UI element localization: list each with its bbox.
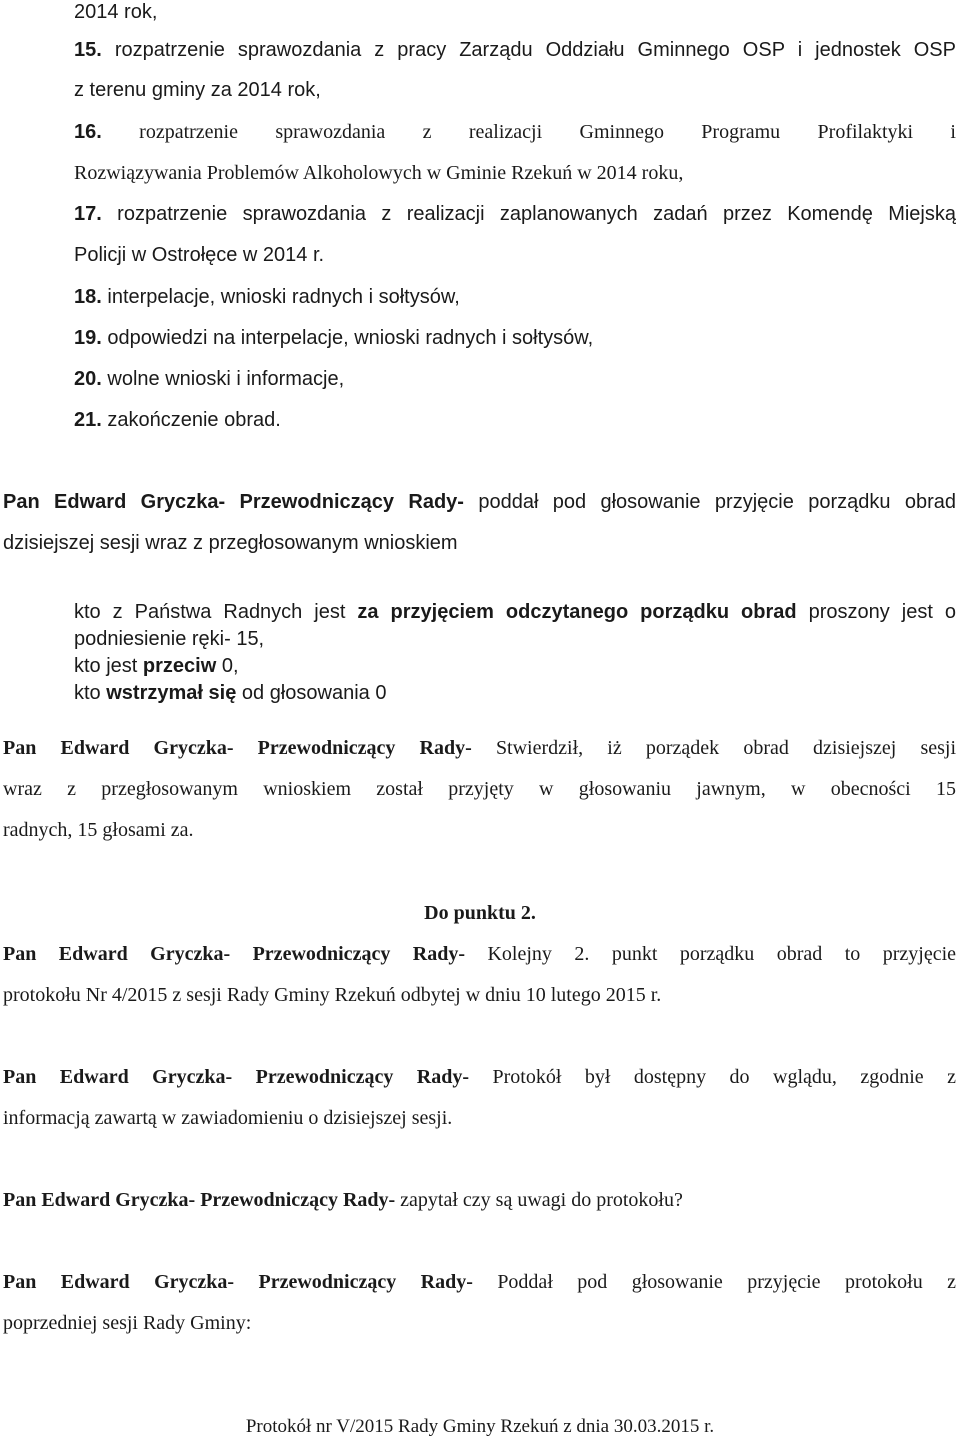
paragraph-4-cont: informacją zawartą w zawiadomieniu o dzisiejszej sesji. bbox=[3, 1107, 453, 1129]
agenda-fragment: 2014 rok, bbox=[74, 1, 158, 23]
paragraph-2-end: radnych, 15 głosami za. bbox=[3, 819, 194, 841]
page-footer: Protokół nr V/2015 Rady Gminy Rzekuń z dnia 30.03.2015 r. bbox=[245, 1416, 715, 1437]
speaker-label: Pan Edward Gryczka- Przewodniczący Rady- bbox=[3, 1271, 473, 1293]
paragraph-1: Pan Edward Gryczka- Przewodniczący Rady- poddał pod głosowanie przyjęcie porządku obrad bbox=[3, 491, 957, 513]
paragraph-5: Pan Edward Gryczka- Przewodniczący Rady- zapytał czy są uwagi do protokołu? bbox=[3, 1189, 683, 1211]
agenda-item-20: 20. wolne wnioski i informacje, bbox=[74, 368, 345, 390]
agenda-item-18: 18. interpelacje, wnioski radnych i sołtysów, bbox=[74, 286, 460, 308]
speaker-label: Pan Edward Gryczka- Przewodniczący Rady- bbox=[3, 737, 472, 759]
agenda-item-16-cont: Rozwiązywania Problemów Alkoholowych w Gminie Rzekuń w 2014 roku, bbox=[74, 162, 684, 184]
paragraph-1-cont: dzisiejszej sesji wraz z przegłosowanym wnioskiem bbox=[3, 532, 458, 554]
speaker-label: Pan Edward Gryczka- Przewodniczący Rady- bbox=[3, 1189, 396, 1211]
agenda-item-21: 21. zakończenie obrad. bbox=[74, 409, 281, 431]
agenda-item-17-cont: Policji w Ostrołęce w 2014 r. bbox=[74, 244, 325, 266]
agenda-item-16: 16. rozpatrzenie sprawozdania z realizacji Gminnego Programu Profilaktyki i bbox=[74, 121, 956, 143]
vote-for-count: podniesienie ręki- 15, bbox=[74, 628, 265, 650]
speaker-label: Pan Edward Gryczka- Przewodniczący Rady- bbox=[3, 491, 464, 513]
paragraph-2-cont: wraz z przegłosowanym wnioskiem został przyjęty w głosowaniu jawnym, w obecności 15 bbox=[3, 778, 956, 800]
paragraph-3: Pan Edward Gryczka- Przewodniczący Rady- Kolejny 2. punkt porządku obrad to przyjęcie bbox=[3, 943, 957, 965]
section-heading: Do punktu 2. bbox=[424, 902, 536, 924]
agenda-item-17: 17. rozpatrzenie sprawozdania z realizacji zaplanowanych zadań przez Komendę Miejską bbox=[74, 203, 956, 225]
paragraph-6: Pan Edward Gryczka- Przewodniczący Rady- Poddał pod głosowanie przyjęcie protokołu z bbox=[3, 1271, 957, 1293]
speaker-label: Pan Edward Gryczka- Przewodniczący Rady- bbox=[3, 943, 466, 965]
speaker-label: Pan Edward Gryczka- Przewodniczący Rady- bbox=[3, 1066, 470, 1088]
vote-abstain: kto wstrzymał się od głosowania 0 bbox=[74, 682, 387, 704]
paragraph-2: Pan Edward Gryczka- Przewodniczący Rady- Stwierdził, iż porządek obrad dzisiejszej sesji bbox=[3, 737, 957, 759]
paragraph-6-cont: poprzedniej sesji Rady Gminy: bbox=[3, 1312, 252, 1334]
paragraph-3-cont: protokołu Nr 4/2015 z sesji Rady Gminy Rzekuń odbytej w dniu 10 lutego 2015 r. bbox=[3, 984, 662, 1006]
vote-for-line: kto z Państwa Radnych jest za przyjęciem odczytanego porządku obrad proszony jest o bbox=[74, 601, 956, 623]
vote-against: kto jest przeciw 0, bbox=[74, 655, 239, 677]
paragraph-4: Pan Edward Gryczka- Przewodniczący Rady- Protokół był dostępny do wglądu, zgodnie z bbox=[3, 1066, 957, 1088]
agenda-item-15-cont: z terenu gminy za 2014 rok, bbox=[74, 79, 321, 101]
agenda-item-15: 15. rozpatrzenie sprawozdania z pracy Zarządu Oddziału Gminnego OSP i jednostek OSP bbox=[74, 39, 956, 61]
agenda-item-19: 19. odpowiedzi na interpelacje, wnioski radnych i sołtysów, bbox=[74, 327, 594, 349]
